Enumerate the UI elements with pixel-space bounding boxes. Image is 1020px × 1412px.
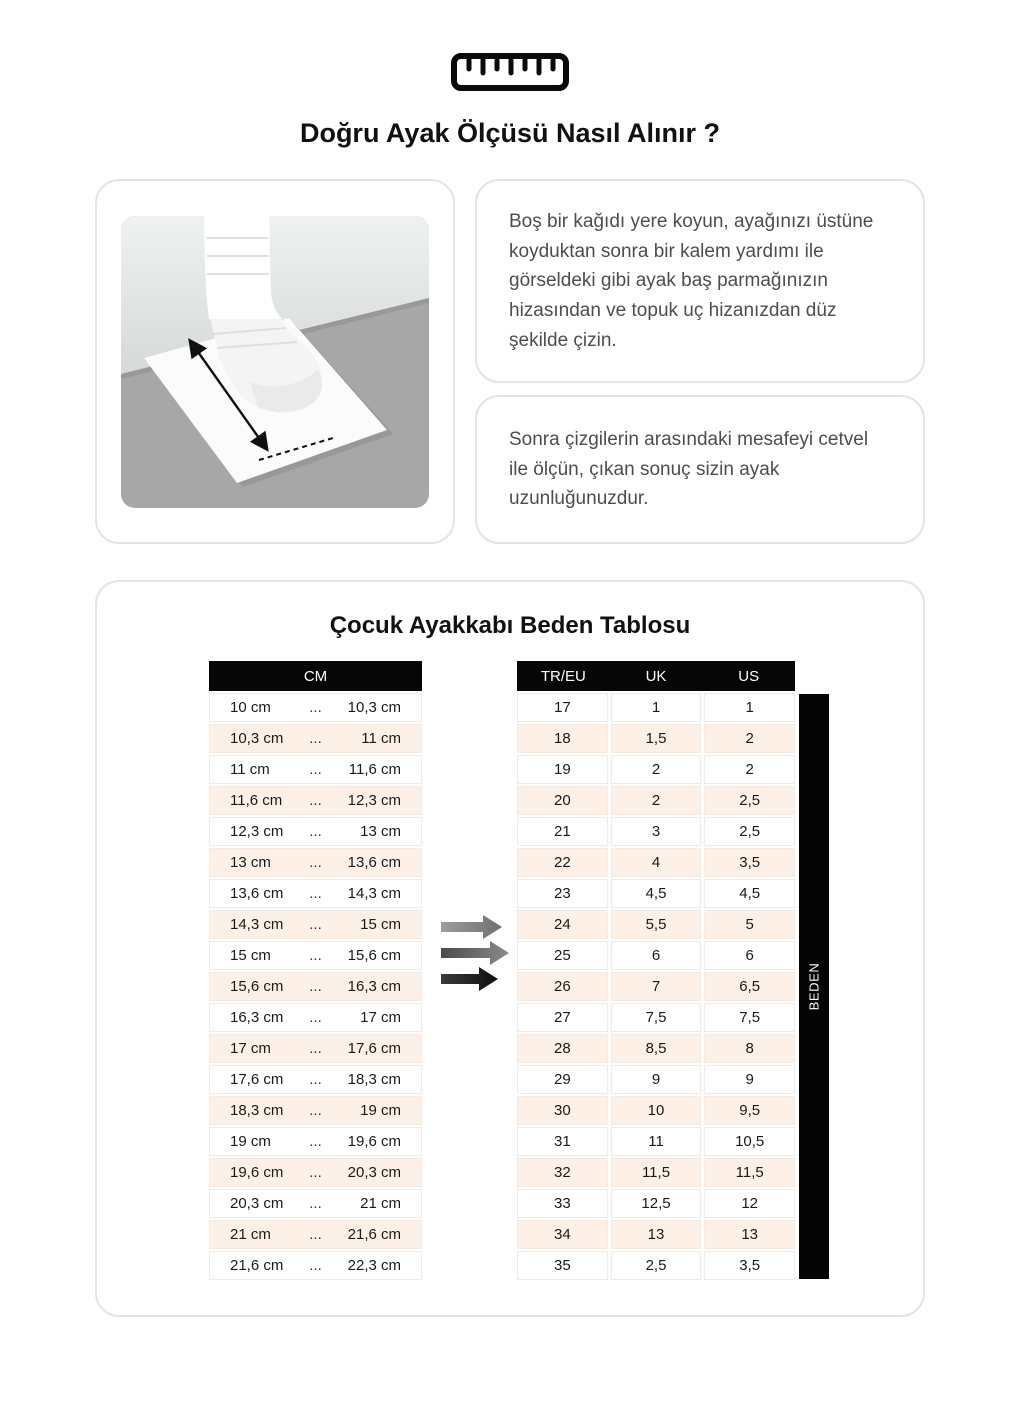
table-cell: 14,3 cm — [230, 916, 284, 933]
size-table-card — [95, 580, 925, 1317]
table-cell: 17 cm — [230, 1040, 271, 1057]
table-cell: ... — [309, 885, 322, 902]
table-cell: 9,5 — [704, 1096, 795, 1125]
size-table-row — [517, 786, 795, 815]
size-header-tr-eu: TR/EU — [540, 667, 586, 685]
cm-table-row — [209, 1127, 422, 1156]
cm-table-row — [209, 724, 422, 753]
table-cell: 15,6 cm — [230, 978, 284, 995]
table-cell: ... — [309, 699, 322, 716]
table-cell: 14,3 cm — [347, 885, 401, 902]
size-table-row — [517, 972, 795, 1001]
table-cell: 12,3 cm — [347, 792, 401, 809]
table-cell: 10 cm — [230, 699, 271, 716]
table-cell: 10,3 cm — [347, 699, 401, 716]
page-title: Doğru Ayak Ölçüsü Nasıl Alınır ? — [299, 118, 721, 148]
table-cell: 6,5 — [704, 972, 795, 1001]
table-cell: ... — [309, 1071, 322, 1088]
table-cell: 35 — [517, 1251, 608, 1280]
table-cell: ... — [309, 916, 322, 933]
table-cell: 13,6 cm — [347, 854, 401, 871]
cm-table-row — [209, 1034, 422, 1063]
table-cell: 19,6 cm — [230, 1164, 284, 1181]
table-cell: 15 cm — [230, 947, 271, 964]
table-cell: 11,6 cm — [348, 761, 401, 778]
table-cell: 7 — [611, 972, 702, 1001]
cm-table-row — [209, 1065, 422, 1094]
table-cell: 4,5 — [704, 879, 795, 908]
instruction-column — [475, 179, 925, 544]
instruction-step-1-text: Boş bir kağıdı yere koyun, ayağınızı üstüne koyduktan sonra bir kalem yardımı ile görseldeki gibi ayak baş parmağınızın hizasından ve topuk uç hizanızdan düz şekilde çizin. — [509, 211, 874, 351]
size-table-row — [517, 1158, 795, 1187]
size-table-row — [517, 1065, 795, 1094]
table-cell: 4 — [611, 848, 702, 877]
table-cell: 18,3 cm — [230, 1102, 284, 1119]
table-cell: 34 — [517, 1220, 608, 1249]
table-cell: 31 — [517, 1127, 608, 1156]
table-cell: 1 — [704, 693, 795, 722]
size-table-row — [517, 848, 795, 877]
cm-header-label: CM — [303, 667, 328, 685]
size-table-row — [517, 817, 795, 846]
table-cell: 4,5 — [611, 879, 702, 908]
table-cell: ... — [309, 854, 322, 871]
table-cell: 10,3 cm — [230, 730, 284, 747]
table-cell: 17 cm — [360, 1009, 401, 1026]
table-cell: 26 — [517, 972, 608, 1001]
table-cell: 20,3 cm — [347, 1164, 401, 1181]
table-cell: ... — [309, 1257, 322, 1274]
table-cell: 2 — [704, 724, 795, 753]
table-cell: 18 — [517, 724, 608, 753]
table-cell: 21 cm — [360, 1195, 401, 1212]
table-cell: 19 cm — [230, 1133, 271, 1150]
size-table-row — [517, 1127, 795, 1156]
table-cell: 7,5 — [611, 1003, 702, 1032]
table-cell: 13 cm — [230, 854, 271, 871]
table-cell: ... — [309, 1164, 322, 1181]
table-cell: 16,3 cm — [347, 978, 401, 995]
foot-measurement-image-card — [95, 179, 455, 544]
size-table-header — [517, 661, 795, 691]
table-cell: 15 cm — [360, 916, 401, 933]
table-cell: ... — [309, 823, 322, 840]
table-cell: 21 cm — [230, 1226, 271, 1243]
size-table-row — [517, 1220, 795, 1249]
table-cell: 1 — [611, 693, 702, 722]
table-cell: ... — [309, 1226, 322, 1243]
cm-table-row — [209, 879, 422, 908]
table-cell: 10 — [611, 1096, 702, 1125]
table-cell: ... — [309, 1009, 322, 1026]
cm-table-row — [209, 1096, 422, 1125]
cm-table-row — [209, 755, 422, 784]
table-cell: 11 cm — [361, 730, 401, 747]
table-cell: ... — [309, 1195, 322, 1212]
table-cell: 19 — [517, 755, 608, 784]
table-cell: 2 — [611, 755, 702, 784]
table-cell: 5 — [704, 910, 795, 939]
table-cell: 11 — [611, 1127, 702, 1156]
table-cell: 17,6 cm — [230, 1071, 284, 1088]
table-cell: 8,5 — [611, 1034, 702, 1063]
cm-table-row — [209, 1003, 422, 1032]
table-cell: 19,6 cm — [347, 1133, 401, 1150]
cm-table-row — [209, 941, 422, 970]
cm-table-row — [209, 848, 422, 877]
table-cell: 17,6 cm — [347, 1040, 401, 1057]
table-cell: 23 — [517, 879, 608, 908]
table-cell: 13,6 cm — [230, 885, 284, 902]
table-cell: 16,3 cm — [230, 1009, 284, 1026]
table-cell: ... — [309, 1040, 322, 1057]
instruction-step-2 — [475, 395, 925, 544]
table-cell: ... — [309, 792, 322, 809]
instruction-step-1 — [475, 179, 925, 383]
transfer-arrows-icon — [439, 914, 511, 992]
table-cell: 27 — [517, 1003, 608, 1032]
cm-table-header — [209, 661, 422, 691]
table-cell: 32 — [517, 1158, 608, 1187]
table-cell: 12 — [704, 1189, 795, 1218]
table-cell: 18,3 cm — [347, 1071, 401, 1088]
table-cell: 12,3 cm — [230, 823, 284, 840]
table-cell: 17 — [517, 693, 608, 722]
cm-table-row — [209, 1220, 422, 1249]
ruler-icon — [450, 52, 570, 92]
table-cell: 20 — [517, 786, 608, 815]
cm-table-row — [209, 972, 422, 1001]
size-table-body — [517, 693, 795, 1280]
size-table-row — [517, 879, 795, 908]
cm-table-row — [209, 1251, 422, 1280]
table-cell: 21,6 cm — [230, 1257, 284, 1274]
instruction-step-2-text: Sonra çizgilerin arasındaki mesafeyi cetvel ile ölçün, çıkan sonuç sizin ayak uzunluğunuzdur. — [509, 429, 869, 510]
table-cell: 8 — [704, 1034, 795, 1063]
size-table-row — [517, 1189, 795, 1218]
size-table-row — [517, 755, 795, 784]
table-cell: 9 — [611, 1065, 702, 1094]
table-cell: 2,5 — [704, 817, 795, 846]
table-cell: 11,5 — [611, 1158, 702, 1187]
cm-table-row — [209, 910, 422, 939]
cm-table-row — [209, 1189, 422, 1218]
cm-table-row — [209, 786, 422, 815]
table-cell: 10,5 — [704, 1127, 795, 1156]
table-cell: 30 — [517, 1096, 608, 1125]
size-table-row — [517, 1251, 795, 1280]
table-cell: 2,5 — [704, 786, 795, 815]
table-cell: 28 — [517, 1034, 608, 1063]
table-cell: 1,5 — [611, 724, 702, 753]
table-cell: 11,5 — [704, 1158, 795, 1187]
measurement-guide-section — [95, 179, 925, 544]
international-size-table — [517, 661, 795, 1280]
table-cell: 25 — [517, 941, 608, 970]
cm-table-row — [209, 1158, 422, 1187]
table-cell: 6 — [611, 941, 702, 970]
table-cell: 20,3 cm — [230, 1195, 284, 1212]
table-cell: 21 — [517, 817, 608, 846]
table-cell: 3,5 — [704, 1251, 795, 1280]
cm-table — [209, 661, 422, 1280]
foot-measurement-photo — [121, 216, 429, 508]
table-cell: 19 cm — [360, 1102, 401, 1119]
table-cell: 9 — [704, 1065, 795, 1094]
table-cell: ... — [309, 947, 322, 964]
cm-table-body — [209, 693, 422, 1280]
table-cell: 13 cm — [360, 823, 401, 840]
table-cell: 2,5 — [611, 1251, 702, 1280]
cm-table-row — [209, 693, 422, 722]
table-cell: 22 — [517, 848, 608, 877]
table-cell: 11,6 cm — [230, 792, 283, 809]
table-cell: 12,5 — [611, 1189, 702, 1218]
table-cell: 5,5 — [611, 910, 702, 939]
table-cell: 13 — [611, 1220, 702, 1249]
beden-side-label-bar — [799, 694, 829, 1279]
size-table-row — [517, 724, 795, 753]
table-cell: 2 — [704, 755, 795, 784]
table-cell: 3 — [611, 817, 702, 846]
table-cell: 29 — [517, 1065, 608, 1094]
table-cell: 3,5 — [704, 848, 795, 877]
table-cell: 15,6 cm — [347, 947, 401, 964]
table-cell: 7,5 — [704, 1003, 795, 1032]
table-cell: 2 — [611, 786, 702, 815]
table-cell: 11 cm — [230, 761, 270, 778]
size-table-row — [517, 941, 795, 970]
size-table-title: Çocuk Ayakkabı Beden Tablosu — [329, 612, 691, 639]
table-cell: 21,6 cm — [347, 1226, 401, 1243]
table-cell: 33 — [517, 1189, 608, 1218]
size-header-uk: UK — [645, 667, 667, 685]
table-cell: 13 — [704, 1220, 795, 1249]
table-cell: ... — [309, 730, 322, 747]
size-table-row — [517, 1003, 795, 1032]
table-cell: 6 — [704, 941, 795, 970]
table-cell: ... — [309, 761, 322, 778]
table-cell: ... — [309, 978, 322, 995]
size-table-row — [517, 910, 795, 939]
table-cell: 24 — [517, 910, 608, 939]
table-cell: 22,3 cm — [347, 1257, 401, 1274]
table-cell: ... — [309, 1102, 322, 1119]
size-table-row — [517, 1096, 795, 1125]
size-table-row — [517, 1034, 795, 1063]
beden-side-label: BEDEN — [806, 962, 822, 1011]
size-header-us: US — [738, 667, 760, 685]
cm-table-row — [209, 817, 422, 846]
size-table-row — [517, 693, 795, 722]
table-cell: ... — [309, 1133, 322, 1150]
